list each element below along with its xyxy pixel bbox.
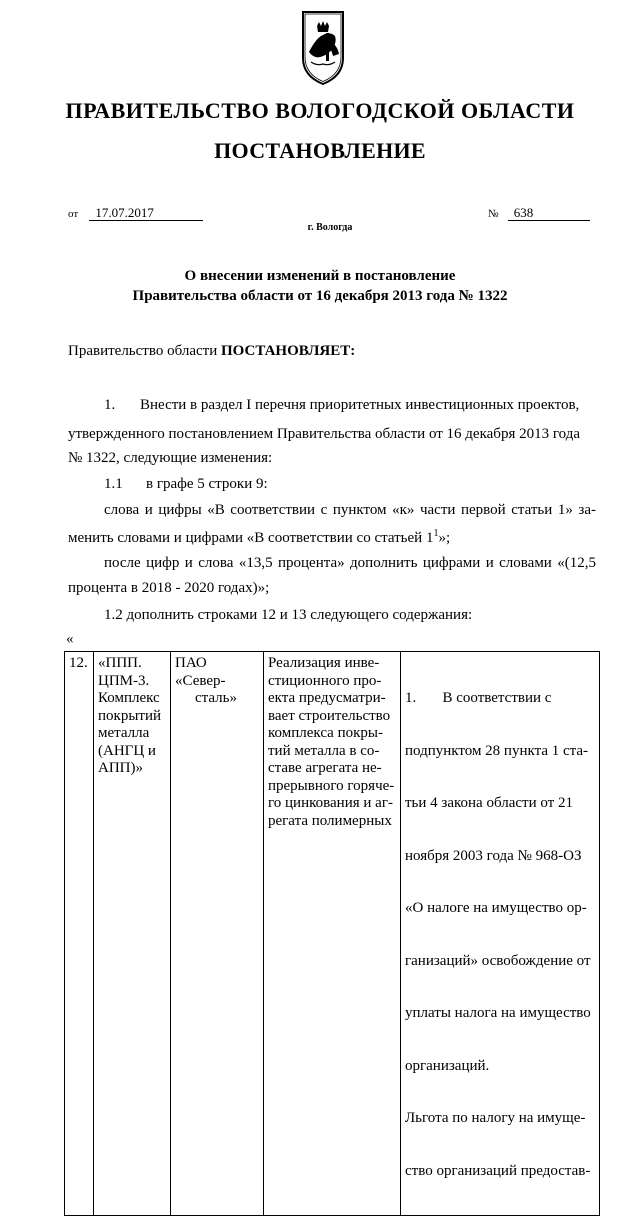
project-line: «ППП. bbox=[98, 655, 142, 671]
date-value: 17.07.2017 bbox=[89, 206, 203, 221]
cell-project bbox=[94, 652, 171, 1216]
company-line: ПАО «Север- bbox=[175, 655, 226, 689]
project-line: (АНГЦ и bbox=[98, 742, 156, 759]
city-label: г. Вологда bbox=[307, 222, 353, 233]
document-type: ПОСТАНОВЛЕНИЕ bbox=[214, 138, 426, 163]
cell-company bbox=[171, 652, 264, 1216]
benefit-line: организаций. bbox=[405, 1057, 490, 1074]
description-line: тий металла в со- bbox=[268, 742, 380, 759]
paragraph-1-1-number: 1.1 bbox=[104, 476, 123, 492]
benefit-line: 1. В соответствии с bbox=[405, 690, 552, 706]
resolves-bold: ПОСТАНОВЛЯЕТ: bbox=[220, 343, 356, 359]
description-line: комплекса покры- bbox=[268, 725, 383, 741]
paragraph-1-text-1: Внести в раздел I перечня приоритетных инвестиционных проектов, bbox=[140, 397, 580, 413]
paragraph-1-1 bbox=[68, 474, 596, 494]
benefit-line: ноября 2003 года № 968-ОЗ bbox=[405, 847, 582, 864]
after-line-2: процента в 2018 - 2020 годах)»; bbox=[68, 580, 270, 596]
paragraph-1 bbox=[68, 395, 596, 415]
subject-line-2: Правительства области от 16 декабря 2013 года № 1322 bbox=[132, 288, 508, 304]
footnote-marker: 1 bbox=[433, 528, 439, 539]
description-line: стиционного про- bbox=[268, 672, 382, 689]
project-line: Комплекс bbox=[98, 690, 160, 706]
benefit-line: тьи 4 закона области от 21 bbox=[405, 795, 573, 811]
document-subject bbox=[0, 266, 640, 306]
description-line: вает строительство bbox=[268, 707, 391, 724]
benefit-line: «О налоге на имущество ор- bbox=[405, 900, 587, 916]
paragraph-1-line-1 bbox=[68, 395, 596, 415]
project-line: ЦПМ-3. bbox=[98, 672, 150, 689]
resolves-line bbox=[68, 341, 596, 361]
words-line-2-text: менить словами и цифрами «В соответствии со статьей 1 bbox=[68, 530, 434, 546]
benefit-line: ганизаций» освобождение от bbox=[405, 952, 591, 969]
number-prefix: № bbox=[488, 208, 499, 220]
benefit-line: Льгота по налогу на имуще- bbox=[405, 1110, 586, 1126]
date-prefix: от bbox=[68, 208, 79, 220]
number-value: 638 bbox=[508, 206, 590, 221]
description-line: го цинкования и аг- bbox=[268, 795, 393, 811]
words-line-2-end: »; bbox=[438, 530, 451, 546]
paragraph-1-line-2: утвержденного постановлением Правительства области от 16 декабря 2013 года bbox=[68, 426, 580, 442]
projects-table bbox=[64, 651, 600, 1216]
resolves-prefix: Правительство области bbox=[68, 343, 221, 359]
after-line-1: после цифр и слова «13,5 процента» дополнить цифрами и словами «(12,5 bbox=[104, 555, 596, 571]
cell-row-number: 12. bbox=[65, 652, 94, 1216]
table-row bbox=[65, 652, 600, 1216]
cell-description bbox=[264, 652, 401, 1216]
project-line: АПП)» bbox=[98, 760, 143, 776]
description-line: Реализация инве- bbox=[268, 655, 380, 671]
company-line: сталь» bbox=[195, 690, 238, 706]
description-line: регата полимерных bbox=[268, 812, 392, 829]
cell-benefit bbox=[401, 652, 600, 1216]
government-title: ПРАВИТЕЛЬСТВО ВОЛОГОДСКОЙ ОБЛАСТИ bbox=[65, 98, 575, 123]
words-line-1: слова и цифры «В соответствии с пунктом «к» части первой статьи 1» за- bbox=[104, 502, 596, 518]
date-line bbox=[68, 205, 203, 221]
opening-quote: « bbox=[66, 631, 74, 647]
paragraph-1-2: 1.2 дополнить строками 12 и 13 следующего содержания: bbox=[104, 607, 473, 623]
paragraph-1-line-3: № 1322, следующие изменения: bbox=[68, 450, 273, 466]
subject-line-1: О внесении изменений в постановление bbox=[184, 268, 456, 284]
project-line: металла bbox=[98, 725, 150, 741]
benefit-line: уплаты налога на имущество bbox=[405, 1005, 591, 1021]
paragraph-1-number: 1. bbox=[104, 397, 116, 413]
description-line: прерывного горяче- bbox=[268, 777, 395, 794]
description-line: екта предусматри- bbox=[268, 690, 386, 706]
benefit-line: ство организаций предостав- bbox=[405, 1162, 591, 1179]
description-line: ставе агрегата не- bbox=[268, 760, 382, 776]
vologda-coat-of-arms-icon bbox=[295, 6, 351, 86]
project-line: покрытий bbox=[98, 707, 162, 724]
words-line-2 bbox=[68, 524, 596, 548]
benefit-line: подпунктом 28 пункта 1 ста- bbox=[405, 742, 589, 759]
paragraph-1-1-text: в графе 5 строки 9: bbox=[146, 476, 268, 492]
number-line bbox=[488, 205, 590, 221]
